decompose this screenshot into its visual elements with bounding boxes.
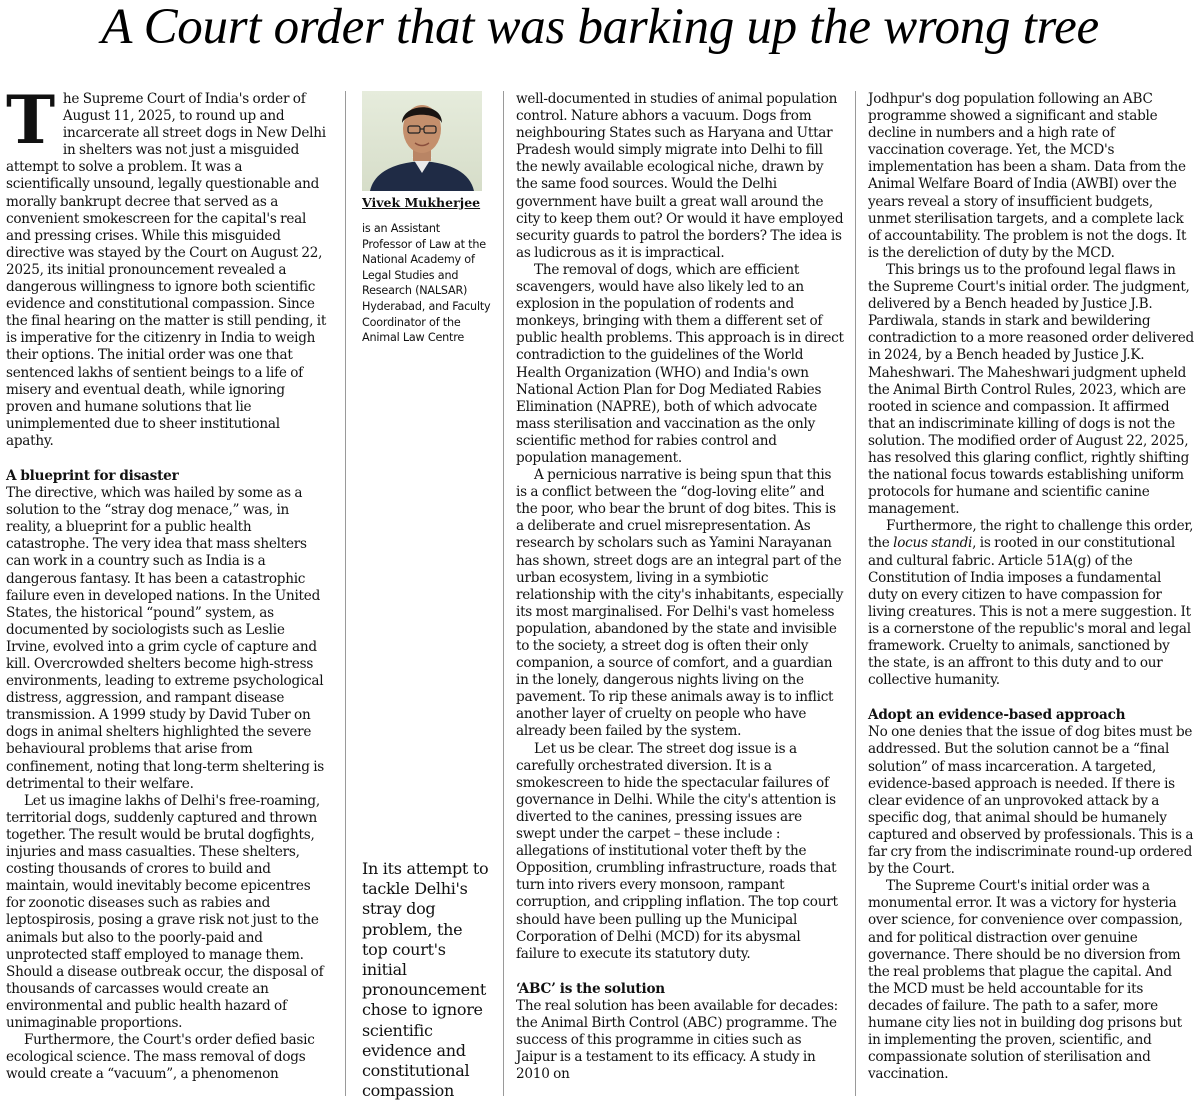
author-photo [362,91,482,191]
paragraph: No one denies that the issue of dog bites must be addressed. But the solution cannot be a “final solution” of mass incarceration. A targeted, evidence-based approach is needed. If there is clear evidence of an unprovoked attack by a specific dog, that animal should be humanely captured and observed by professionals. This is a far cry from the indiscriminate round-up ordered by the Court. [868,724,1194,878]
paragraph: Let us imagine lakhs of Delhi's free-roaming, territorial dogs, suddenly captured and thrown together. The result would be brutal dogfights, injuries and mass casualties. These shelters, costing thousands of crores to build and maintain, would inevitably become epicentres for zoonotic diseases such as rabies and leptospirosis, posing a grave risk not just to the animals but also to the poorly-paid and unprotected staff employed to manage them. Should a disease outbreak occur, the disposal of thousands of carcasses would create an environmental and public health hazard of unimaginable proportions. [6,792,324,1031]
paragraph: The Supreme Court's initial order was a monumental error. It was a victory for hysteria over science, for convenience over compassion, and for political distraction over genuine governance. There should be no diversion from the real problems that plague the capital. And the MCD must be held accountable for its decades of failure. The path to a safer, more humane city lies not in building dog prisons but in implementing the proven, scientific, and compassionate solution of sterilisation and vaccination. [868,878,1183,1083]
subheading-evidence: Adopt an evidence-based approach [868,707,1126,724]
paragraph: Furthermore, the Court's order defied basic ecological science. The mass removal of dogs would create a “vacuum”, a phenomenon [6,1032,315,1083]
paragraph: This brings us to the profound legal flaws in the Supreme Court's initial order. The judgment, delivered by a Bench headed by Justice J.B. Pardiwala, stands in stark and bewildering contradiction to a more reasoned order delivered in 2024, by a Bench headed by Justice J.K. Maheshwari. The Maheshwari judgment upheld the Animal Birth Control Rules, 2023, which are rooted in science and compassion. It affirmed that an indiscriminate killing of dogs is not the solution. The modified order of August 22, 2025, has resolved this glaring conflict, rightly shifting the national focus towards establishing uniform protocols for humane and scientific canine management. [868,261,1194,518]
paragraph: The directive, which was hailed by some as a solution to the “stray dog menace,” was, in reality, a blueprint for a public health catastrophe. The very idea that mass shelters can work in a country such as India is a dangerous fantasy. It has been a catastrophic failure even in developed nations. In the United States, the historical “pound” system, as documented by sociologists such as Leslie Irvine, evolved into a grim cycle of capture and kill. Overcrowded shelters become high-stress environments, leading to extreme psychological distress, aggression, and rampant disease transmission. A 1999 study by David Tuber on dogs in animal shelters highlighted the severe behavioural problems that arise from confinement, noting that long-term sheltering is detrimental to their welfare. [6,485,325,792]
paragraph [868,518,1194,689]
subheading-abc: ‘ABC’ is the solution [516,980,665,997]
paragraph: The removal of dogs, which are efficient scavengers, would have also likely led to an explosion in the population of rodents and monkeys, bringing with them a different set of public health problems. This approach is in direct contradiction to the guidelines of the World Health Organization (WHO) and India's own National Action Plan for Dog Mediated Rabies Elimination (NAPRE), both of which advocate mass sterilisation and vaccination as the only scientific method for rabies control and population management. [516,261,844,466]
paragraph: The real solution has been available for decades: the Animal Birth Control (ABC) programme. The success of this programme in cities such as Jaipur is a testament to its efficacy. A study in 2010 on [516,997,839,1083]
article-column-1 [6,81,328,1083]
paragraph: well-documented in studies of animal population control. Nature abhors a vacuum. Dogs from neighbouring States such as Haryana and Uttar Pradesh would simply migrate into Delhi to fill the newly available ecological niche, drawn by the same food sources. Would the Delhi government have built a great wall around the city to keep them out? Or would it have employed security guards to patrol the borders? The idea is as ludicrous as it is impractical. [516,91,844,261]
column-rule [503,91,504,1096]
author-name: Vivek Mukherjee [362,195,481,210]
column-rule [345,91,346,1096]
emphasis-locus-standi: locus standi [893,535,973,552]
drop-cap: T [6,81,55,159]
paragraph: Let us be clear. The street dog issue is a carefully orchestrated diversion. It is a smokescreen to hide the spectacular failures of governance in Delhi. While the city's attention is diverted to the canines, pressing issues are swept under the carpet – these include : allegations of institutional voter theft by the Opposition, crumbling infrastructure, roads that turn into rivers every monsoon, rampant corruption, and crippling inflation. The top court should have been pulling up the Municipal Corporation of Delhi (MCD) for its abysmal failure to execute its statutory duty. [516,740,838,962]
text-run: , is rooted in our constitutional and cultural fabric. Article 51A(g) of the Constitution of India imposes a fundamental duty on every citizen to have compassion for living creatures. This is not a mere suggestion. It is a cornerstone of the republic's moral and legal framework. Cruelty to animals, sanctioned by the state, is an affront to this duty and to our collective humanity. [868,535,1191,689]
paragraph: A pernicious narrative is being spun that this is a conflict between the “dog-loving elite” and the poor, who bear the brunt of dog bites. This is a deliberate and cruel misrepresentation. As research by scholars such as Yamini Narayanan has shown, street dogs are an integral part of the urban ecosystem, living in a symbiotic relationship with the city's inhabitants, especially its most marginalised. For Delhi's vast homeless population, abandoned by the state and invisible to the society, a street dog is often their only companion, a source of comfort, and a guardian in the lonely, dangerous nights living on the pavement. To rip these animals away is to inflict another layer of cruelty on people who have already been failed by the system. [516,467,844,740]
portrait-image [362,91,482,191]
paragraph: Jodhpur's dog population following an ABC programme showed a significant and stable decline in numbers and a high rate of vaccination coverage. Yet, the MCD's implementation has been a sham. Data from the Animal Welfare Board of India (AWBI) over the years reveal a story of insufficient budgets, unmet sterilisation targets, and a complete lack of accountability. The problem is not the dogs. It is the dereliction of duty by the MCD. [868,91,1187,261]
article-column-4 [868,91,1194,1083]
intro-text: he Supreme Court of India's order of August 11, 2025, to round up and incarcerate all street dogs in New Delhi in shelters was not just a misguided attempt to solve a problem. It was a scientifically unsound, legally questionable and morally bankrupt decree that served as a convenient smokescreen for the capital's real and pressing crises. While this misguided directive was stayed by the Court on August 22, 2025, its initial pronouncement revealed a dangerous willingness to ignore both scientific evidence and constitutional compassion. Since the final hearing on the matter is still pending, it is imperative for the citizenry in India to weigh their options. The initial order was one that sentenced lakhs of sentient beings to a life of misery and eventual death, while ignoring proven and humane solutions that lie unimplemented due to sheer institutional apathy. [6,91,327,449]
headline: A Court order that was barking up the wrong tree [101,0,1099,55]
text-run: Furthermore, the right to challenge this order, the [868,518,1194,552]
subheading-blueprint: A blueprint for disaster [6,467,179,484]
article-intro [6,81,328,450]
column-rule [855,91,856,1096]
pull-quote: In its attempt to tackle Delhi's stray dog problem, the top court's initial pronouncement chose to ignore scientific evidence and constitutional compassion [362,859,489,1101]
article-column-3 [516,91,844,1083]
author-bio: is an Assistant Professor of Law at the National Academy of Legal Studies and Research (NALSAR) Hyderabad, and Faculty Coordinator of the Animal Law Centre [362,222,491,345]
